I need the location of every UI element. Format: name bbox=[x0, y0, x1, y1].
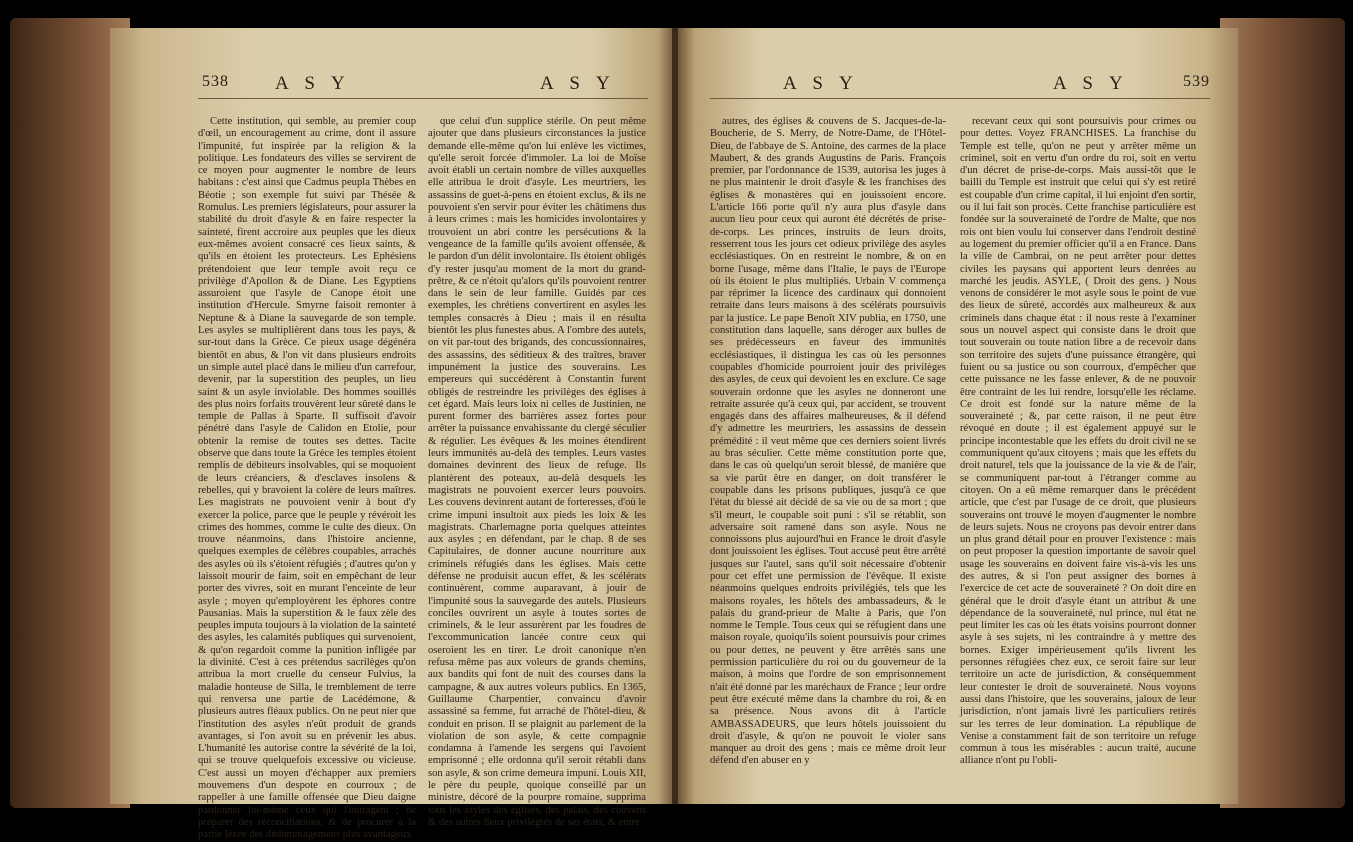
page-number-left: 538 bbox=[202, 73, 229, 90]
page-number-right: 539 bbox=[1183, 73, 1210, 90]
left-page bbox=[110, 28, 675, 841]
header-rule bbox=[198, 98, 648, 99]
column-text: Cette institution, qui semble, au premier coup d'œil, un encouragement au crime, dont il assure l'impunité, fut inspirée par la religion & la politique. Les fondateurs des villes se servirent de ce moyen pour augmenter le nombre de leurs habitans : c'est ainsi que Cadmus peupla Thèbes en Béotie ; son exemple fut suivi par Thésée & Romulus. Les premiers législateurs, pour assurer la stabilité du droit d'asyle & en faire respecter la sainteté, firent accroire aux peuples que les dieux eux-mêmes avoient consacré ces lieux saints, & qu'ils en étoient les protecteurs. Les Ephésiens prétendoient que leur temple avoit reçu ce privilège d'Apollon & de Diane. Les Egyptiens assuroient que l'asyle de Canope étoit une institution d'Hercule. Smyrne faisoit remonter à Neptune & à Diane la sauvegarde de son temple. Les asyles se multiplièrent dans tous les pays, & sur-tout dans la Grèce. Ce pieux usage dégénéra bientôt en abus, & l'on vit dans plusieurs endroits un simple autel placé dans le milieu d'un carrefour, devenir, par la superstition des peuples, un lieu saint & un asyle inviolable. Des hommes souillés des plus noirs forfaits trouvèrent leur sûreté dans le temple de Pallas à Sparte. Il suffisoit d'avoir pénétré dans l'asyle de Calidon en Etolie, pour obtenir la remise de toutes ses dettes. Tacite observe que dans toute la Grèce les temples étoient remplis de débiteurs insolvables, qui se moquoient de leurs créanciers, & d'esclaves insolens & rebelles, qui y bravoient la colère de leurs maîtres. Les magistrats ne pouvoient venir à bout d'y exercer la police, parce que le peuple y révéroit les crimes des hommes, comme le culte des dieux. On trouve néanmoins, dans l'histoire ancienne, quelques exemples de célèbres coupables, arrachés des asyles où ils s'étoient réfugiés ; d'autres qu'on y laissoit mourir de faim, soit en empêchant de leur porter des vivres, soit en murant l'enceinte de leur asyle ; moyen qu'employèrent les éphores contre Pausanias. Mais la superstition & le faux zèle des peuples imputa toujours à la violation de la sainteté des asyles, les calamités publiques qui survenoient, & qu'on regardoit comme la punition infligée par la divinité. C'est à ces prétendus sacrilèges qu'on attribua la mort cruelle du censeur Fulvius, la maladie honteuse de Silla, le tremblement de terre qui renversa une partie de Lacédémone, & plusieurs autres fléaux publics. On ne peut nier que l'institution des asyles n'eût produit de grands avantages, si l'on avoit su en prévenir les abus. L'humanité les autorise contre la sévérité de la loi, qui se trouve quelquefois excessive ou vicieuse. C'est aussi un moyen d'échapper aux premiers mouvemens d'un despote en courroux ; de rappeller à une famille offensée que Dieu daigne pardonner lui-même ceux qui l'outragent ; de préparer des réconciliations, & de procurer à la partie lézée des dédommagemens plus avantageux bbox=[198, 116, 416, 841]
right-page bbox=[678, 28, 1238, 804]
right-page-column-2 bbox=[960, 116, 1196, 836]
column-text: recevant ceux qui sont poursuivis pour crimes ou pour dettes. Voyez FRANCHISES. La franchise du Temple est telle, qu'on ne peut y arrêter même un criminel, soit en vertu d'un ordre du roi, soit en vertu d'un décret de prise-de-corps. Mais aussi-tôt que le bailli du Temple est instruit que celui qui s'y est retiré est coupable d'un crime capital, il lui enjoint d'en sortir, ou il lui fait son procès. Cette franchise particulière est fondée sur la souveraineté de l'ordre de Malte, que nos rois ont bien voulu lui conserver dans l'endroit destiné au logement du premier officier qu'il a en France. Dans la ville de Cambrai, on ne peut arrêter pour dettes civiles les paysans qui apportent leurs denrées au marché les jeudis. ASYLE, ( Droit des gens. ) Nous venons de considérer le mot asyle sous le point de vue des lieux de sûreté, accordés aux malheureux & aux criminels dans chaque état : il nous reste à l'examiner sous un nouvel aspect qui consiste dans le droit que tout souverain ou toute nation libre a de recevoir dans son territoire des sujets d'une puissance étrangère, qui fuient ou sa justice ou son courroux, d'empêcher que cette puissance ne les fasse enlever, & de ne pouvoir être contraint de les lui rendre, lorsqu'elle les réclame. Ce droit est fondé sur la nature même de la souveraineté ; &, par cette raison, il ne peut être révoqué en doute ; il est également appuyé sur le principe incontestable que les effets du droit civil ne se communiquent qu'aux citoyens ; mais que les effets du droit naturel, tels que la jouissance de la vie & de l'air, se communiquent par-tout à l'étranger comme au citoyen. On a eû même remarquer dans le précédent article, que c'est par l'usage de ce droit, que plusieurs souverains ont trouvé le moyen d'augmenter le nombre de leurs sujets. Nous ne croyons pas devoir entrer dans un plus grand détail pour en prouver l'existence : mais on peut proposer la question importante de savoir quel usage les souverains en doivent faire vis-à-vis les uns des autres, & si l'on peut assigner des bornes à l'exercice de cet acte de souveraineté ? On doit dire en général que le droit d'asyle étant un attribut & une dépendance de la souveraineté, nul prince, nul état ne peut limiter les cas où les états voisins pourront donner asyle à ses sujets, ni les contraindre à y mettre des bornes. Exiger impérieusement qu'ils livrent les personnes réfugiées chez eux, ce seroit faire sur leur territoire un acte de jurisdiction, & conséquemment leur contester le droit de souveraineté. Nous voyons aussi dans l'histoire, que les souverains, jaloux de leur jurisdiction, n'ont jamais livré les particuliers retirés sur les terres de leur domination. La république de Venise a constamment fait de son territoire un refuge commun à tous les misérables : aucun traité, aucune alliance n'ont pu l'obli- bbox=[960, 116, 1196, 767]
book-cover-right bbox=[1220, 18, 1345, 808]
column-text: que celui d'un supplice stérile. On peut même ajouter que dans plusieurs circonstances la justice demande elle-même qu'on lui enlève les victimes, qu'elle seroit forcée d'immoler. La loi de Moïse avoit établi un certain nombre de villes auxquelles elle attribua le droit d'asyle. Les meurtriers, les assassins de guet-à-pens en étoient exclus, & ils ne pouvoient s'en servir pour éviter les châtimens dus à leurs crimes : mais les homicides involontaires y trouvoient un abri contre les persécutions & la vengeance de la famille qu'ils avoient offensée, & le pardon d'un délit involontaire. Ils étoient obligés d'y rester jusqu'au moment de la mort du grand-prêtre, & ce n'étoit qu'alors qu'ils pouvoient rentrer dans le sein de leur famille. Guidés par ces exemples, les chrétiens convertirent en asyles les temples consacrés à Dieu ; mais il en résulta bientôt les plus funestes abus. A l'ombre des autels, on vit par-tout des brigands, des concussionnaires, des assassins, des séditieux & des traîtres, braver impunément la justice des souverains. Les empereurs qui succédèrent à Constantin furent obligés de restreindre les privilèges des églises à cet égard. Mais leurs loix ni celles de Justinien, ne purent former des barrières assez fortes pour arrêter la puissance envahissante du clergé séculier & régulier. Les évêques & les moines étendirent leurs immunités au-delà des temples. Leurs vastes domaines devinrent des lieux de refuge. Ils plantèrent des poteaux, au-delà desquels les magistrats ne pouvoient exercer leurs pouvoirs. Les couvens devinrent autant de forteresses, d'où le crime impuni insultoit aux pieds les loix & les magistrats. Charlemagne porta quelques atteintes aux asyles ; en défendant, par le chap. 8 de ses Capitulaires, de donner aucune nourriture aux criminels réfugiés dans les églises. Mais cette défense ne produisit aucun effet, & les scélérats continuèrent, comme auparavant, à jouir de l'impunité sous la sauvegarde des autels. Plusieurs conciles ouvrirent un asyle à toutes sortes de criminels, & le leur assurèrent par les foudres de l'excommunication lancée contre ceux qui oseroient les en tirer. Le droit canonique n'en refusa même pas aux voleurs de grands chemins, aux bandits qui font de nuit des courses dans la campagne, & aux autres voleurs publics. En 1365, Guillaume Charpentier, convaincu d'avoir assassiné sa femme, fut arraché de l'hôtel-dieu, & conduit en prison. Il se plaignit au parlement de la violation de son asyle, & cette compagnie condamna à l'amende les sergens qui l'avoient emprisonné ; elle ordonna qu'il seroit rétabli dans son asyle, & son crime demeura impuni. Louis XII, le père du peuple, quoique conseillé par un ministre, décoré de la pourpre romaine, supprima tous les asyles des églises, des palais, des couvens & des autres lieux privilégiés de ses états, & entre bbox=[428, 116, 647, 828]
running-header-right-1: A S Y bbox=[783, 73, 859, 94]
running-header-right-2: A S Y bbox=[1053, 73, 1129, 94]
header-rule bbox=[710, 98, 1210, 99]
left-page-column-2 bbox=[428, 116, 646, 836]
right-page-column-1 bbox=[710, 116, 946, 836]
column-text: autres, des églises & couvens de S. Jacques-de-la-Boucherie, de S. Merry, de Notre-Dame, de l'Hôtel-Dieu, de l'abbaye de S. Antoine, des carmes de la place Maubert, & des grands Augustins de Paris. François premier, par l'ordonnance de 1539, autorisa les juges à ne plus maintenir le droit d'asyle & les franchises des églises & monastères qui en jouissoient encore. L'article 166 porte qu'il n'y aura plus d'asyle dans aucun lieu pour ceux qui auront été décrétés de prise-de-corps. Les princes, instruits de leurs droits, resserrent tous les jours cet odieux privilège des asyles ecclésiastiques. On en restreint le nombre, & on en borne l'usage, même dans l'Italie, le pays de l'Europe où ils étoient le plus multipliés. Urbain V commença par réprimer la licence des cardinaux qui donnoient retraite dans leurs maisons à des scélérats poursuivis par la justice. Le pape Benoît XIV publia, en 1750, une constitution dans laquelle, sans déroger aux bulles de ses prédécesseurs en faveur des immunités ecclésiastiques, il distingua les cas où les personnes coupables d'homicide pourroient jouir des privilèges des asyles, de ceux qui devoient les en exclure. Ce sage souverain ordonne que les asyles ne donneront une retraite assurée qu'à ceux qui, par accident, se trouvent engagés dans des affaires malheureuses, & il défend d'y admettre les meurtriers, les assassins de dessein prémédité : il veut même que ces derniers soient livrés au bras séculier. Cette même constitution porte que, dans le cas où quelqu'un seroit blessé, de manière que sa vie parût être en danger, on doit transférer le coupable dans les prisons publiques, jusqu'à ce que l'état du blessé ait décidé de sa vie ou de sa mort ; que s'il meurt, le coupable soit puni : s'il se rétablit, son adversaire soit ramené dans son asyle. Nous ne connoissons plus aujourd'hui en France le droit d'asyle dont jouissoient les églises. Tout accusé peut être arrêté jusques sur l'autel, sans qu'il soit nécessaire d'obtenir pour cet effet une permission de l'évêque. Il existe néanmoins quelques endroits privilégiés, tels que les maisons royales, les hôtels des ambassadeurs, & le palais du grand-prieur de Malte à Paris, que l'on nomme le Temple. Tous ceux qui se réfugient dans une maison royale, quoiqu'ils soient poursuivis pour crimes ou pour dettes, ne peuvent y être arrêtés sans une permission particulière du roi ou du gouverneur de la maison, à moins que l'ordre de son emprisonnement n'ait été donné par les maréchaux de France ; leur ordre peut être exécuté même dans la chambre du roi, & en sa présence. Nous avons dit à l'article AMBASSADEURS, que leurs hôtels jouissoient du droit d'asyle, & qu'on ne pouvoit le violer sans manquer au droit des gens ; mais ce même droit leur défend d'en abuser en y bbox=[710, 116, 946, 767]
left-page-column-1 bbox=[198, 116, 416, 841]
running-header-left-2: A S Y bbox=[540, 73, 616, 94]
running-header-left-1: A S Y bbox=[275, 73, 351, 94]
